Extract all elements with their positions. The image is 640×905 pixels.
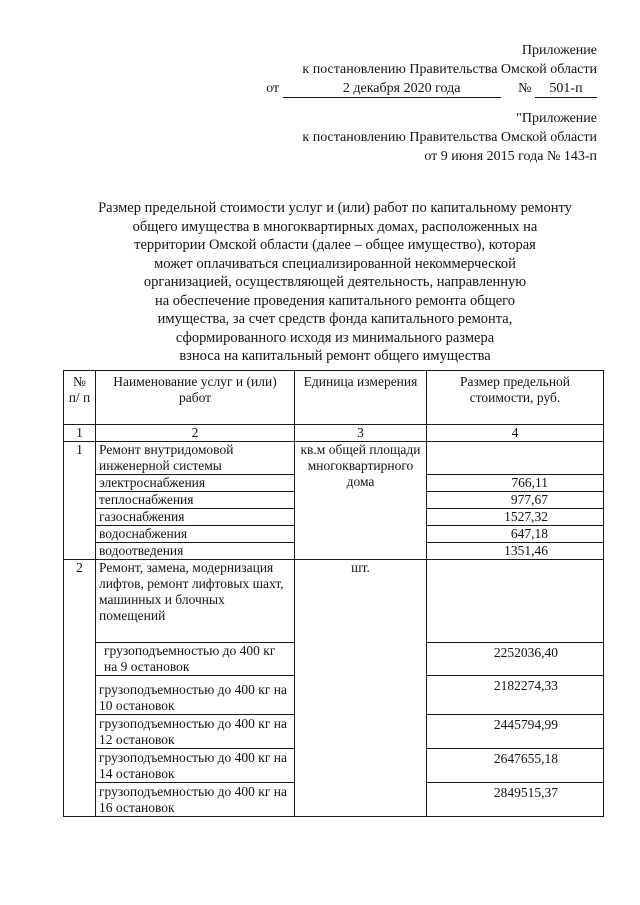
appendix-label: Приложение — [521, 43, 597, 58]
title-line: общего имущества в многоквартирных домах, расположенных на — [132, 218, 538, 235]
document-title — [70, 199, 600, 366]
resolution-label: к постановлению Правительства Омской области — [302, 62, 597, 77]
col-number: 4 — [427, 425, 604, 442]
row-number: 2 — [64, 560, 96, 817]
title-line: может оплачиваться специализированной некоммерческой — [154, 255, 516, 272]
cost-value: 647,18 — [427, 526, 604, 543]
title-line: на обеспечение проведения капитального ремонта общего — [154, 292, 516, 309]
resolution-label-original: к постановлению Правительства Омской области — [302, 130, 597, 145]
cost-value: 977,67 — [427, 492, 604, 509]
table-row — [64, 560, 604, 643]
cost-value: 2445794,99 — [427, 715, 604, 749]
title-line: сформированного исходя из минимального размера — [175, 329, 495, 346]
service-item: водоснабжения — [96, 526, 295, 543]
number-sign: № — [518, 81, 532, 96]
unit-cell: кв.м общей площади многоквартирного дома — [295, 442, 427, 560]
service-item: грузоподъемностью до 400 кг на 16 остановок — [96, 783, 295, 817]
from-word: от — [266, 81, 280, 96]
cost-value: 2647655,18 — [427, 749, 604, 783]
service-item: водоотведения — [96, 543, 295, 560]
row-number: 1 — [64, 442, 96, 560]
col-number: 2 — [96, 425, 295, 442]
col-number: 1 — [64, 425, 96, 442]
service-item: грузоподъемностью до 400 кг на 9 остановок — [96, 643, 295, 676]
service-name: Ремонт внутридомовой инженерной системы — [96, 442, 295, 475]
service-item: грузоподъемностью до 400 кг на 12 остановок — [96, 715, 295, 749]
service-item: газоснабжения — [96, 509, 295, 526]
title-line: Размер предельной стоимости услуг и (или) работ по капитальному ремонту — [98, 200, 572, 216]
service-item: теплоснабжения — [96, 492, 295, 509]
title-line: взноса на капитальный ремонт общего имущества — [179, 348, 491, 364]
service-name: Ремонт, замена, модернизация лифтов, ремонт лифтовых шахт, машинных и блочных помещений — [96, 560, 295, 643]
table-row — [64, 442, 604, 475]
header-cost: Размер предельной стоимости, руб. — [427, 371, 604, 425]
title-line: имущества, за счет средств фонда капитального ремонта, — [157, 311, 513, 327]
table-header-row — [64, 371, 604, 425]
service-item: электроснабжения — [96, 475, 295, 492]
header-unit: Единица измерения — [295, 371, 427, 425]
appendix-header-original — [240, 109, 597, 166]
appendix-label-original: "Приложение — [516, 111, 597, 126]
column-number-row — [64, 425, 604, 442]
unit-cell: шт. — [295, 560, 427, 817]
resolution-date: 2 декабря 2020 года — [283, 81, 501, 98]
cost-cell-empty — [427, 560, 604, 643]
appendix-header-current — [240, 41, 597, 98]
header-num: № п/ п — [64, 371, 96, 425]
col-number: 3 — [295, 425, 427, 442]
header-name: Наименование услуг и (или) работ — [96, 371, 295, 425]
title-line: территории Омской области (далее – общее имущество), которая — [134, 237, 536, 253]
cost-value: 1527,32 — [427, 509, 604, 526]
service-item: грузоподъемностью до 400 кг на 10 остановок — [96, 676, 295, 715]
cost-value: 2182274,33 — [427, 676, 604, 715]
cost-value: 766,11 — [427, 475, 604, 492]
resolution-date-line — [240, 79, 597, 98]
cost-value: 2252036,40 — [427, 643, 604, 676]
service-item: грузоподъемностью до 400 кг на 14 остановок — [96, 749, 295, 783]
cost-value: 1351,46 — [427, 543, 604, 560]
resolution-date-original: от 9 июня 2015 года № 143-п — [424, 149, 597, 164]
cost-table — [63, 370, 604, 817]
resolution-number: 501-п — [535, 81, 597, 98]
cost-cell-empty — [427, 442, 604, 475]
cost-value: 2849515,37 — [427, 783, 604, 817]
title-line: организацией, осуществляющей деятельность, направленную — [143, 274, 527, 290]
